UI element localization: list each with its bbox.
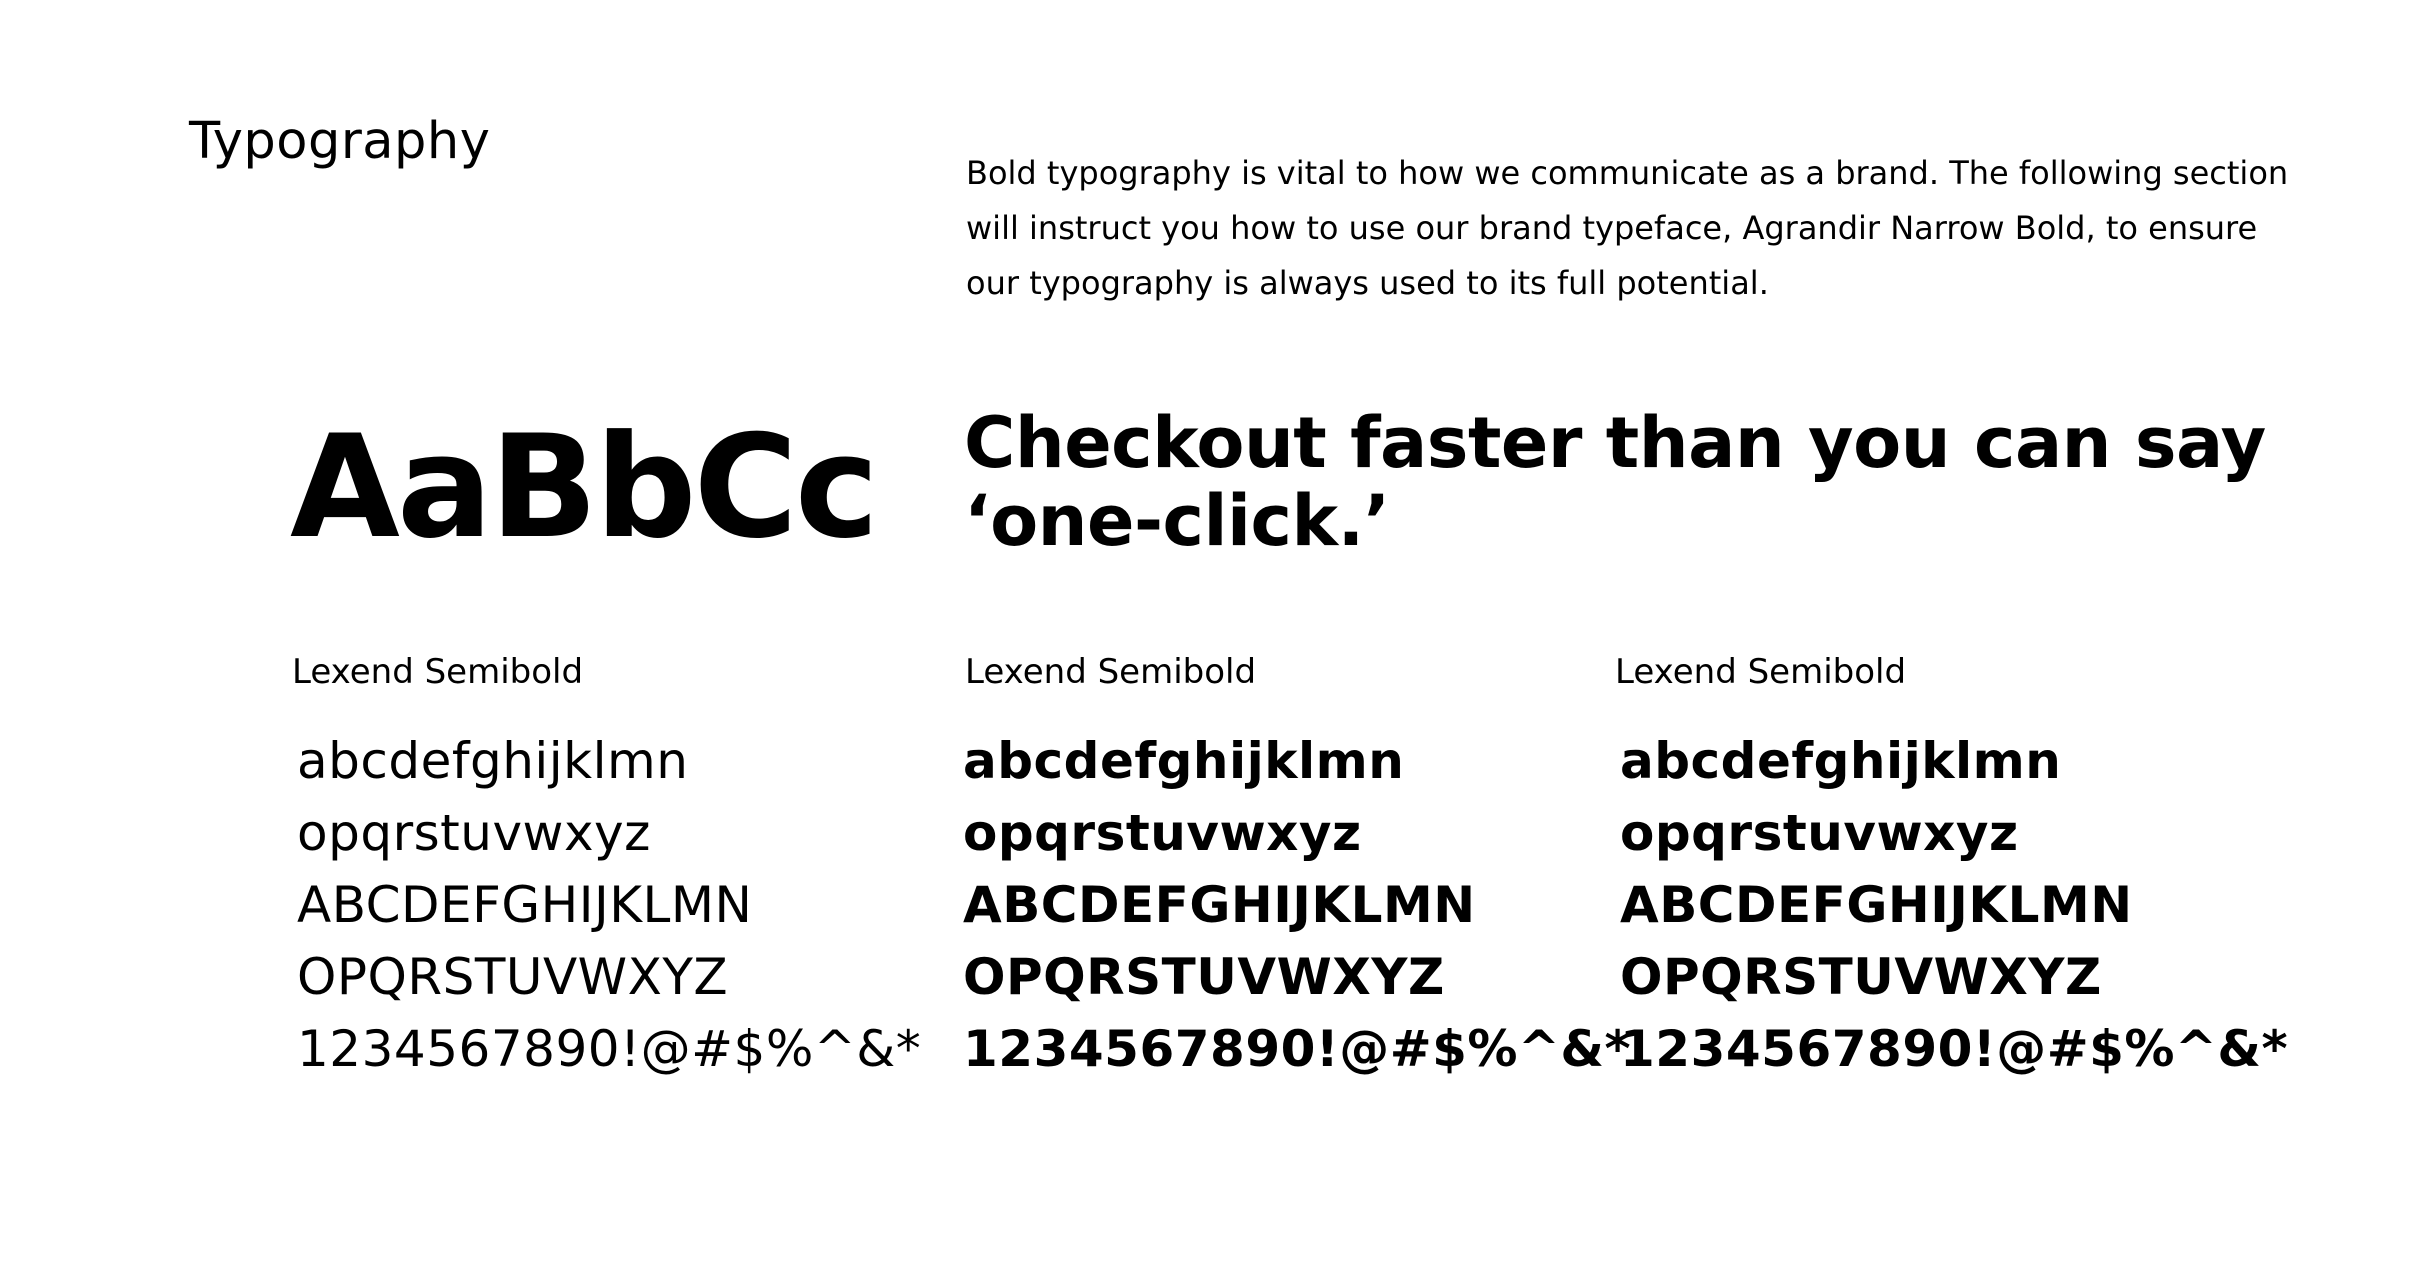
glyph-line-uppercase-2: OPQRSTUVWXYZ [963,948,1445,1006]
glyph-line-uppercase-2: OPQRSTUVWXYZ [1620,948,2102,1006]
glyph-set-regular [297,725,921,1085]
intro-paragraph: Bold typography is vital to how we communicate as a brand. The following section will instruct you how to use our brand typeface, Agrandir Narrow Bold, to ensure our typography is always used to its full potential. [966,154,2289,302]
glyph-line-lowercase-2: opqrstuvwxyz [963,804,1362,862]
font-name-bold-alt: Lexend Semibold [1615,652,1907,692]
glyph-line-numerals: 1234567890!@#$%^&* [963,1020,1632,1078]
glyph-line-numerals: 1234567890!@#$%^&* [297,1020,922,1078]
font-name-bold: Lexend Semibold [965,652,1257,692]
glyph-line-uppercase-1: ABCDEFGHIJKLMN [297,876,753,934]
glyph-line-uppercase-2: OPQRSTUVWXYZ [297,948,729,1006]
glyph-line-uppercase-1: ABCDEFGHIJKLMN [963,876,1476,934]
glyph-line-lowercase-1: abcdefghijklmn [963,732,1405,790]
glyph-line-lowercase-2: opqrstuvwxyz [297,804,651,862]
glyph-set-bold-alt [1620,725,2288,1085]
sample-headline-line-1: Checkout faster than you can say [964,402,2266,484]
glyph-line-numerals: 1234567890!@#$%^&* [1620,1020,2289,1078]
glyph-line-lowercase-1: abcdefghijklmn [1620,732,2062,790]
font-name-regular: Lexend Semibold [292,652,584,692]
sample-headline [964,404,2294,560]
glyph-line-lowercase-1: abcdefghijklmn [297,732,689,790]
type-specimen-large: AaBbCc [290,405,876,570]
glyph-line-uppercase-1: ABCDEFGHIJKLMN [1620,876,2133,934]
section-title: Typography [189,112,491,171]
sample-headline-line-2: ‘one-click.’ [964,480,1390,562]
glyph-line-lowercase-2: opqrstuvwxyz [1620,804,2019,862]
glyph-set-bold [963,725,1631,1085]
